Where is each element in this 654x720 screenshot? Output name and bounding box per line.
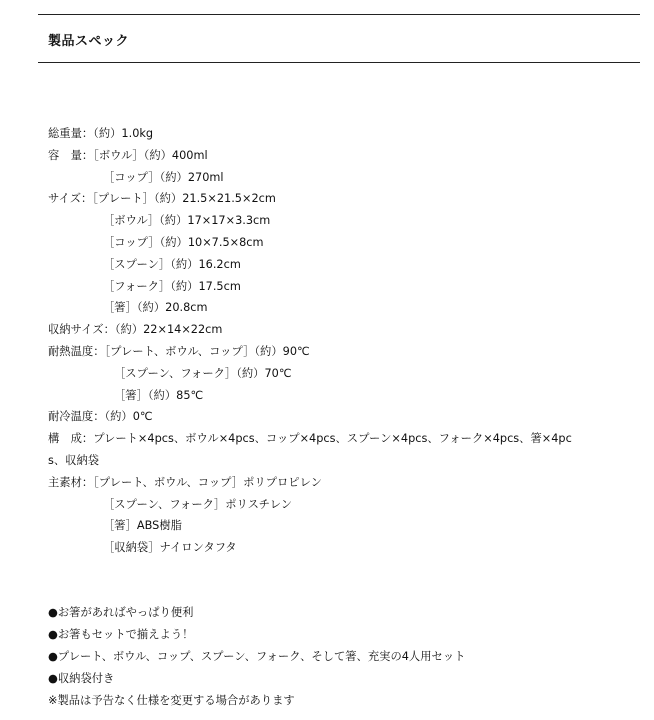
spec-text: 主素材：［プレート、ボウル、コップ］ポリプロピレン (48, 475, 322, 489)
spec-line (48, 537, 638, 559)
spec-line (48, 494, 638, 516)
spec-line (48, 450, 638, 472)
spec-text: ［箸］ABS樹脂 (103, 519, 182, 533)
spec-text: サイズ：［プレート］（約）21.5×21.5×2cm (48, 192, 276, 206)
top-divider (38, 14, 640, 15)
note-item: ●プレート、ボウル、コップ、スプーン、フォーク、そして箸、充実の4人用セット (48, 650, 466, 663)
spec-text: 耐熱温度：［プレート、ボウル、コップ］（約）90℃ (48, 344, 310, 358)
spec-text: ［箸］（約）20.8cm (103, 301, 208, 315)
spec-text: ［スプーン］（約）16.2cm (103, 257, 241, 271)
spec-text: 構 成：プレート×4pcs、ボウル×4pcs、コップ×4pcs、スプーン×4pcs、フォーク×4pcs、箸×4pc (48, 432, 572, 446)
note-item: ●お箸があればやっぱり便利 (48, 606, 194, 619)
spec-text: ［箸］（約）85℃ (114, 388, 204, 402)
spec-text: 総重量：（約）1.0kg (48, 127, 154, 140)
spec-line (48, 406, 638, 428)
note-item: ●収納袋付き (48, 672, 115, 685)
spec-line (48, 297, 638, 319)
spec-line (48, 167, 638, 189)
spec-line (48, 210, 638, 232)
feature-notes (48, 602, 638, 712)
spec-text: ［コップ］（約）270ml (103, 170, 224, 184)
section-title: 製品スペック (48, 34, 130, 49)
spec-line (48, 341, 638, 363)
disclaimer-note: ※製品は予告なく仕様を変更する場合があります (48, 694, 295, 707)
spec-line (48, 188, 638, 210)
spec-line (48, 232, 638, 254)
spec-text: ［スプーン、フォーク］ポリスチレン (103, 497, 293, 511)
spec-text: s、収納袋 (48, 453, 100, 467)
spec-text: 耐冷温度：（約）0℃ (48, 410, 153, 424)
spec-text: 収納サイズ：（約）22×14×22cm (48, 323, 223, 337)
spec-line (48, 276, 638, 298)
spec-text: ［ボウル］（約）17×17×3.3cm (103, 214, 271, 228)
spec-line (48, 145, 638, 167)
spec-text: ［スプーン、フォーク］（約）70℃ (114, 366, 292, 380)
spec-list (48, 123, 638, 559)
spec-text: ［収納袋］ナイロンタフタ (103, 541, 237, 555)
spec-line (48, 363, 638, 385)
title-divider (38, 62, 640, 63)
spec-text: 容 量：［ボウル］（約）400ml (48, 148, 208, 162)
spec-line (48, 319, 638, 341)
spec-line (48, 472, 638, 494)
spec-line (48, 428, 638, 450)
spec-line (48, 385, 638, 407)
note-item: ●お箸もセットで揃えよう！ (48, 628, 194, 641)
spec-text: ［コップ］（約）10×7.5×8cm (103, 235, 264, 249)
spec-line (48, 254, 638, 276)
spec-text: ［フォーク］（約）17.5cm (103, 279, 241, 293)
spec-line (48, 123, 638, 145)
spec-line (48, 515, 638, 537)
